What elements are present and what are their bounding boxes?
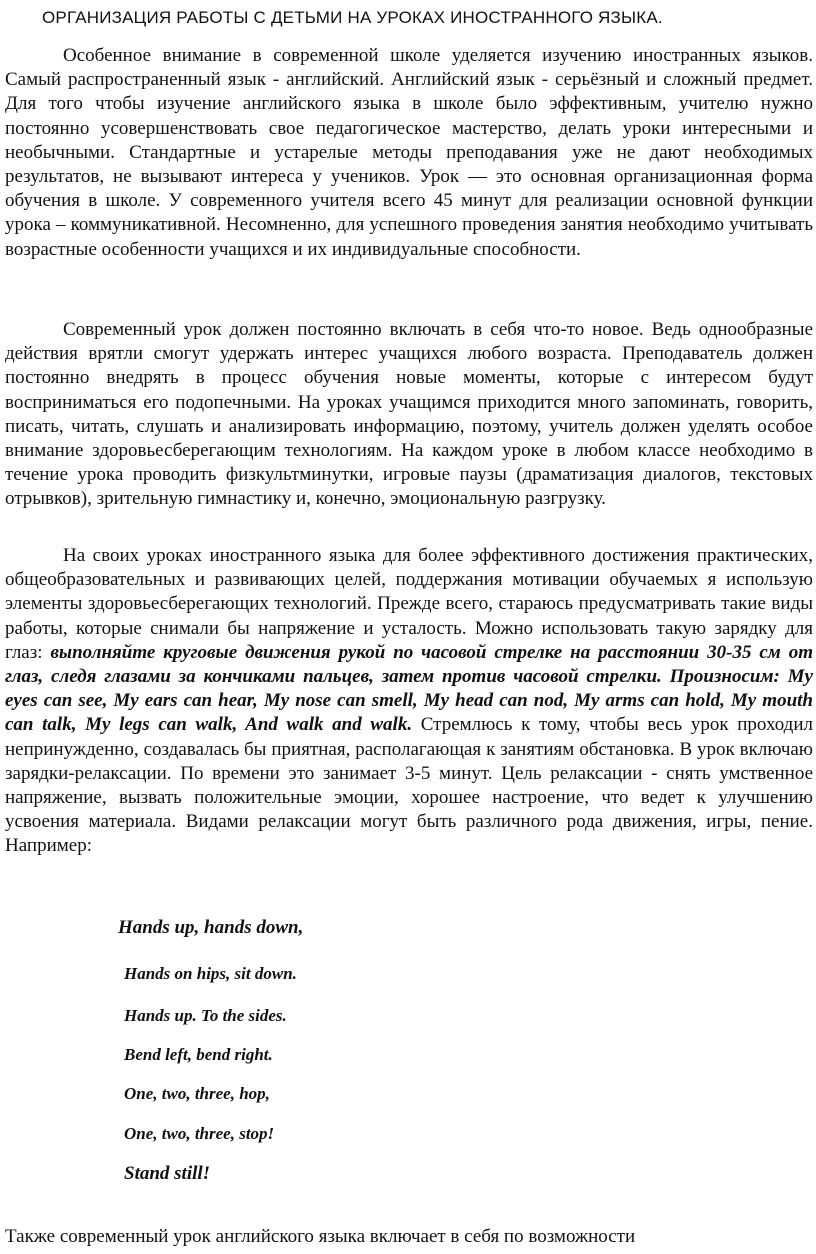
eye-exercise-text: выполняйте круговые движения рукой по часовой стрелке на расстоянии 30-35 см от глаз, следя глазами за кончиками пальцев, затем против часовой стрелки. Произносим: My eyes can see, My ears can hear, My nose can smell, My head can nod, My arms can hold, My mouth can talk, My legs can walk, And walk and walk.: [5, 641, 813, 736]
closing-line: Также современный урок английского языка включает в себя по возможности: [5, 1226, 636, 1247]
paragraph-3: [5, 544, 813, 859]
paragraph-3-rest: Стремлюсь к тому, чтобы весь урок проходил непринужденно, создавалась бы приятная, располагающая к занятиям обстановка. В урок включаю зарядки-релаксации. По времени это занимает 3-5 минут. Цель релаксации - снять умственное напряжение, вызвать положительные эмоции, хорошее настроение, что ведет к улучшению усвоения материала. Видами релаксации могут быть различного рода движения, игры, пение. Например:: [5, 714, 814, 857]
paragraph-3-intro: На своих уроках иностранного языка для более эффективного достижения практических, общеобразовательных и развивающих целей, поддержания мотивации обучаемых я использую элементы здоровьесберегающих технологий. Прежде всего, стараюсь предусматривать такие виды работы, которые снимали бы напряжение и усталость. Можно использовать такую зарядку для глаз:: [5, 545, 813, 663]
rhyme-line: Bend left, bend right.: [124, 1045, 273, 1064]
rhyme-line: Hands up, hands down,: [118, 917, 304, 938]
paragraph-2: Современный урок должен постоянно включать в себя что-то новое. Ведь однообразные действия врятли смогут удержать интерес учащихся любого возраста. Преподаватель должен постоянно внедрять в процесс обучения новые моменты, которые с интересом будут восприниматься его подопечными. На уроках учащимся приходится много запоминать, говорить, писать, читать, слушать и анализировать информацию, поэтому, учитель должен уделять особое внимание здоровьесберегающим технологиям. На каждом уроке в любом классе необходимо в течение урока проводить физкультминутки, игровые паузы (драматизация диалогов, текстовых отрывков), зрительную гимнастику и, конечно, эмоциональную разгрузку.: [5, 319, 813, 510]
paragraph-1: Особенное внимание в современной школе уделяется изучению иностранных языков. Самый распространенный язык - английский. Английский язык - серьёзный и сложный предмет. Для того чтобы изучение английского языка в школе было эффективным, учителю нужно постоянно усовершенствовать свое педагогическое мастерство, делать уроки интересными и необычными. Стандартные и устарелые методы преподавания уже не дают необходимых результатов, не вызывают интереса у учеников. Урок — это основная организационная форма обучения в школе. У современного учителя всего 45 минут для реализации основной функции урока – коммуникативной. Несомненно, для успешного проведения занятия необходимо учитывать возрастные особенности учащихся и их индивидуальные способности.: [5, 45, 813, 260]
rhyme-line: Hands on hips, sit down.: [124, 964, 297, 983]
document-title: ОРГАНИЗАЦИЯ РАБОТЫ С ДЕТЬМИ НА УРОКАХ ИНОСТРАННОГО ЯЗЫКА.: [42, 8, 663, 27]
rhyme-line: Stand still!: [124, 1163, 211, 1184]
rhyme-line: One, two, three, stop!: [124, 1124, 275, 1143]
rhyme-line: One, two, three, hop,: [124, 1084, 270, 1103]
rhyme-line: Hands up. To the sides.: [124, 1006, 287, 1025]
